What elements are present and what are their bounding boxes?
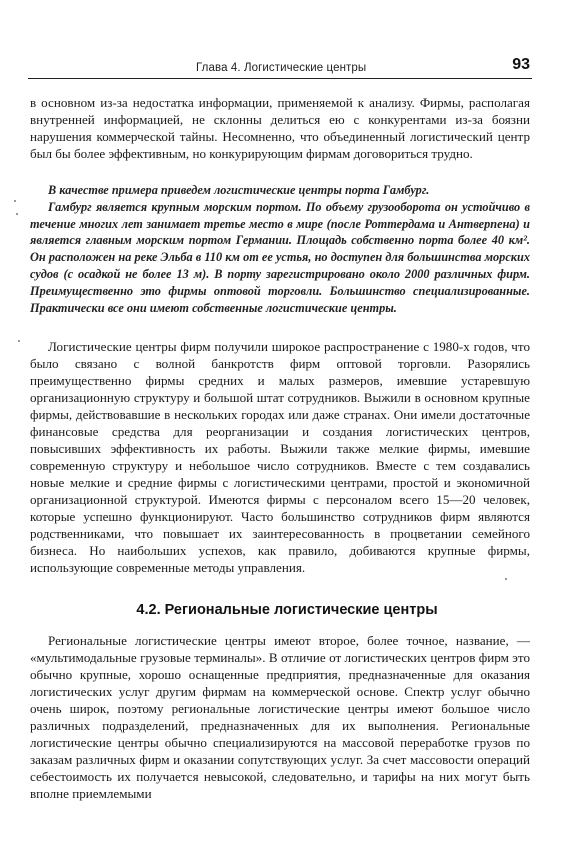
paragraph-text: Логистические центры фирм получили широкое распространение с 1980-х годов, что было связано с волной банкротств фирм оптовой торговли. Разорялись преимущественно фирмы средних и малых размеров, имевшие устаревшую организационную структуру и большой штат сотрудников. Выжили в основном крупные фирмы, действовавшие в нескольких городах или даже странах. Они имели достаточные финансовые средства для реорганизации и создания логистических центров, повысивших эффективность их работы. Выжили также мелкие фирмы, имевшие современную структуру и небольшое число сотрудников. Вместе с тем создавались новые мелкие и средние фирмы с логистическими центрами, простой и экономичной организационной структурой. Имеются фирмы с персоналом всего 15—20 человек, которые успешно функционируют. Часто большинство сотрудников фирм являются родственниками, что повышает их заинтересованность в процветании семейного бизнеса. Но наибольших успехов, как правило, добиваются крупные фирмы, использующие современные методы управления. [30, 339, 530, 575]
page-number: 93 [512, 56, 530, 73]
paragraph-regional-centers [30, 632, 530, 802]
paragraph-continuation [30, 94, 530, 162]
running-header [28, 56, 532, 79]
scan-speck [505, 578, 507, 580]
example-text: Гамбург является крупным морским портом. По объему грузооборота он устойчиво в течение многих лет занимает третье место в мире (после Роттердама и Антверпена) и является главным морским портом Германии. Площадь собственно порта более 40 км². Он расположен на реке Эльба в 110 км от ее устья, но доступен для большинства морских судов (с осадкой не более 13 м). В порту зарегистрировано около 2000 различных фирм. Преимущественно это фирмы оптовой торговли. Большинство специализированные. Практически все они имеют собственные логистические центры. [30, 199, 530, 315]
running-head: Глава 4. Логистические центры [196, 62, 367, 74]
example-block [30, 182, 530, 316]
section-heading: 4.2. Региональные логистические центры [136, 602, 438, 618]
scan-speck [14, 200, 16, 202]
scan-speck [16, 213, 18, 215]
example-intro: В качестве примера приведем логистические центры порта Гамбург. [48, 183, 430, 197]
paragraph-text: Региональные логистические центры имеют второе, более точное, название, — «мультимодальные грузовые терминалы». В отличие от логистических центров фирм это обычно крупные, хорошо оснащенные предприятия, предназначенные для оказания логистических услуг другим фирмам на коммерческой основе. Спектр услуг обычно очень широк, поэтому региональные логистические центры имеют большое число различных подразделений, предназначенных для их выполнения. Региональные логистические центры обычно специализируются на массовой переработке грузов по заказам различных фирм и оказании сопутствующих услуг. За счет массовости операций себестоимость их получается невысокой, следовательно, и тарифы на них могут быть вполне приемлемыми [30, 633, 530, 801]
paragraph-text: в основном из-за недостатка информации, применяемой к анализу. Фирмы, располагая внутренней информацией, не склонны делиться ею с конкурентами из-за боязни нарушения коммерческой тайны. Несомненно, что объединенный логистический центр был бы более эффективным, но конкурирующим фирмам договориться трудно. [30, 95, 530, 161]
paragraph-firm-centers [30, 338, 530, 576]
scan-speck [18, 340, 20, 342]
